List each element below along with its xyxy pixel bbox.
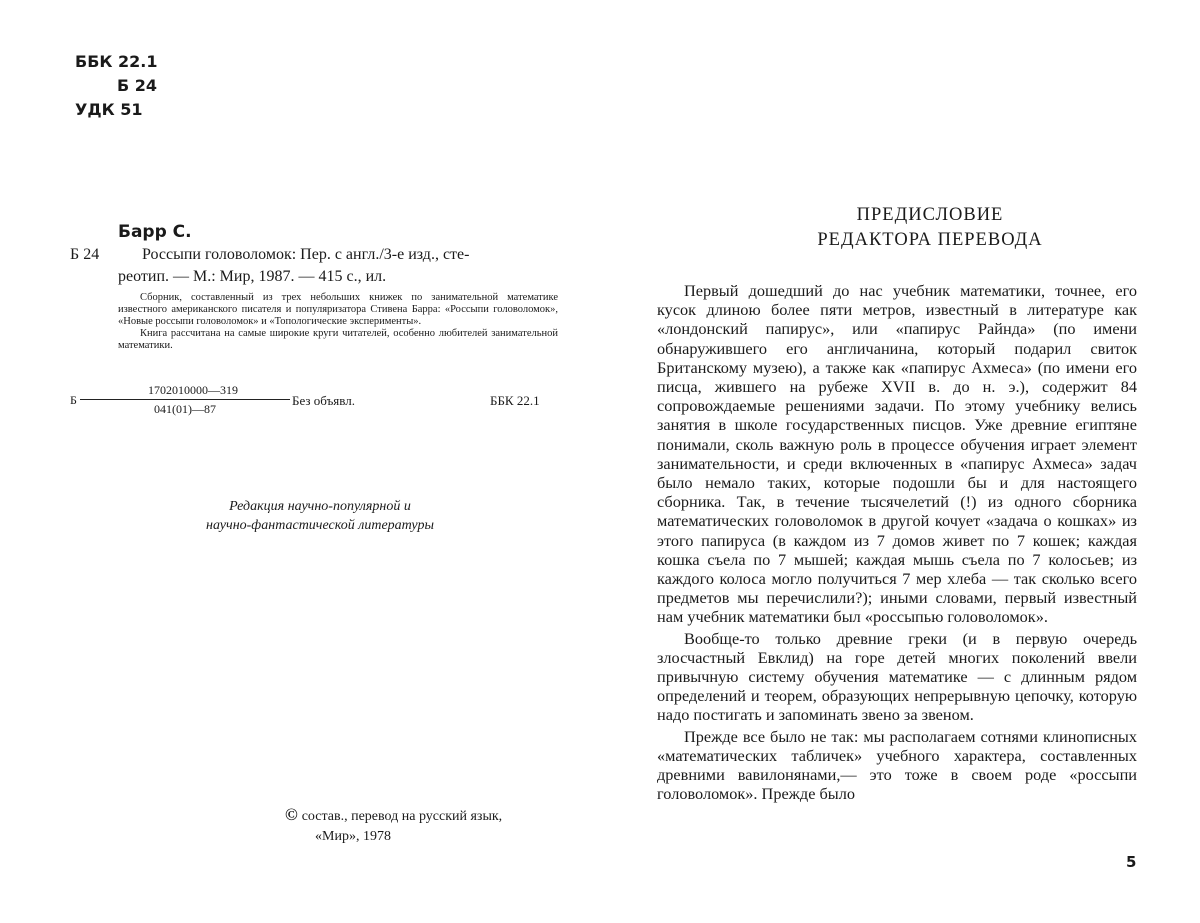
copyright-notice	[285, 805, 585, 847]
page-number: 5	[1126, 853, 1137, 871]
paragraph: Первый дошедший до нас учебник математики, точнее, его кусок длиною более пяти метров, известный в литературе как «лондонский папирус», или «папирус Райнда» (по имени обнаружившего его англичанина, который подарил свиток Британскому музею), а также как «папирус Ахмеса» (по имени его писца, жившего на рубеже XVII в. до н. э.), содержит 84 сопровождаемые решениями задачи. По этому учебнику велись занятия в школе государственных писцов. Уже древние египтяне понимали, сколь важную роль в процессе обучения играет элемент занимательности, и среди включенных в «папирус Ахмеса» задач было немало таких, которые подошли бы и для настоящего сборника. Так, в течение тысячелетий (!) из одного сборника математических головоломок в другой кочует «задача о кошках» из этого папируса (в каждом из 7 домов живет по 7 кошек; каждая кошка съела по 7 мышей; каждая мышь съела по 7 колосьев; из каждого колоса могло получиться 7 мер хлеба — так сколько всего предметов мы перечислили?); иными словами, первый известный нам учебник математики был «россыпью головоломок».	[657, 281, 1137, 627]
annotation-paragraph: Сборник, составленный из трех небольших книжек по занимательной математике известного американского писателя и популяризатора Стивена Барра: «Россыпи головоломок», «Новые россыпи головоломок» и «Топологические эксперименты».	[118, 292, 558, 327]
code-denominator: 041(01)—87	[154, 402, 216, 416]
copyright-icon: ©	[285, 805, 298, 824]
paragraph: Прежде все было не так: мы располагаем сотнями клинописных «математических табличек» учебного характера, составленных древними вавилонянами,— это тоже в своем роде «россыпи головоломок». Прежде было	[657, 726, 1137, 804]
author-sign: Б 24	[117, 76, 158, 95]
bib-code: Б 24	[70, 246, 100, 263]
code-fraction	[80, 382, 290, 417]
editorial-line: научно-фантастической литературы	[206, 518, 434, 533]
annotation	[118, 292, 558, 352]
paragraph: Вообще-то только древние греки (и в первую очередь злосчастный Евклид) на горе детей многих поколений ввели привычную систему обучения математике — с длинным рядом определений и теорем, образующих непрерывную цепочку, которую надо постигать и запоминать звено за звеном.	[657, 628, 1137, 725]
page-title	[660, 203, 1200, 253]
code-numerator: 1702010000—319	[148, 383, 238, 397]
annotation-paragraph: Книга рассчитана на самые широкие круги читателей, особенно любителей занимательной математики.	[118, 328, 558, 351]
code-note: Без объявл.	[292, 393, 355, 408]
publication-code	[70, 382, 560, 422]
udk-code: УДК 51	[75, 100, 143, 119]
right-page	[600, 0, 1200, 923]
title-line: ПРЕДИСЛОВИЕ	[856, 205, 1004, 225]
classification-block	[75, 50, 158, 122]
copyright-text: состав., перевод на русский язык,	[301, 809, 503, 824]
bib-imprint-line: реотип. — М.: Мир, 1987. — 415 с., ил.	[118, 268, 387, 285]
bbk-code: ББК 22.1	[75, 52, 158, 71]
editorial-line: Редакция научно-популярной и	[229, 499, 411, 514]
bibliographic-entry	[70, 222, 560, 288]
preface-text	[657, 281, 1137, 803]
fraction-line	[80, 399, 290, 400]
code-prefix: Б	[70, 393, 77, 407]
title-line: РЕДАКТОРА ПЕРЕВОДА	[817, 230, 1043, 250]
author-name: Барр С.	[118, 222, 192, 242]
editorial-office	[120, 497, 520, 535]
copyright-publisher: «Мир», 1978	[315, 829, 391, 844]
bib-title-line: Россыпи головоломок: Пер. с англ./3-е изд., сте-	[142, 246, 470, 263]
code-bbk: ББК 22.1	[490, 393, 540, 408]
